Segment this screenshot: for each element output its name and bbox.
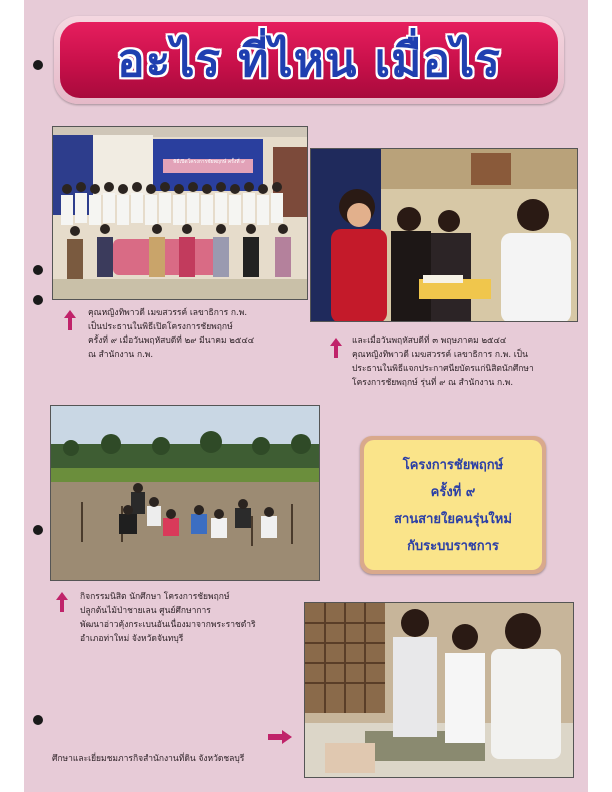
binder-hole — [33, 265, 43, 275]
project-callout — [360, 436, 546, 574]
caption-line: ประธานในพิธีแจกประกาศนียบัตรแก่นิสิตนักศึกษา — [352, 364, 534, 374]
title-banner — [54, 16, 564, 104]
photo-certificate-ceremony — [310, 148, 578, 322]
arrow-up-icon — [56, 592, 68, 612]
arrow-up-icon — [64, 310, 76, 330]
caption-line: ปลูกต้นไม้ป่าชายเลน ศูนย์ศึกษาการ — [80, 606, 211, 616]
callout-line: สานสายใยคนรุ่นใหม่ — [394, 512, 512, 527]
callout-line: โครงการชัยพฤกษ์ — [402, 458, 504, 473]
binder-hole — [33, 525, 43, 535]
binder-hole — [33, 295, 43, 305]
caption-line: พัฒนาอ่าวคุ้งกระเบนอันเนื่องมาจากพระราชดำริ — [80, 620, 256, 630]
photo-land-office-visit — [304, 602, 574, 778]
caption-line: คุณหญิงทิพาวดี เมฆสวรรค์ เลขาธิการ ก.พ. — [88, 308, 248, 318]
binder-hole — [33, 715, 43, 725]
callout-line: กับระบบราชการ — [407, 539, 499, 554]
photo-banner-text: พิธีเปิดโครงการชัยพฤกษ์ ครั้งที่ ๙ — [173, 159, 245, 165]
caption-line: และเมื่อวันพฤหัสบดีที่ ๓ พฤษภาคม ๒๕๔๔ — [352, 336, 507, 346]
photo-mangrove-planting — [50, 405, 320, 581]
caption-opening — [88, 306, 312, 362]
photo-opening-ceremony — [52, 126, 308, 300]
caption-certificate — [352, 334, 584, 390]
binder-hole — [33, 60, 43, 70]
mangrove-photo-illustration — [51, 406, 320, 581]
caption-mangrove — [80, 590, 306, 646]
caption-line: อำเภอท่าใหม่ จังหวัดจันทบุรี — [80, 634, 184, 644]
project-callout-inner — [364, 440, 542, 570]
arrow-up-icon — [330, 338, 342, 358]
callout-line: ครั้งที่ ๙ — [430, 485, 476, 500]
group-photo-illustration — [53, 127, 308, 300]
arrow-right-icon — [268, 730, 292, 744]
page-title: อะไร ที่ไหน เมื่อไร — [117, 32, 501, 87]
caption-line: กิจกรรมนิสิต นักศึกษา โครงการชัยพฤกษ์ — [80, 592, 230, 602]
caption-line: ครั้งที่ ๙ เมื่อวันพฤหัสบดีที่ ๒๙ มีนาคม ๒๕๔๔ — [88, 336, 255, 346]
caption-line: เป็นประธานในพิธีเปิดโครงการชัยพฤกษ์ — [88, 322, 233, 332]
caption-visit: ศึกษาและเยี่ยมชมภารกิจสำนักงานที่ดิน จังหวัดชลบุรี — [52, 754, 245, 764]
caption-line: คุณหญิงทิพาวดี เมฆสวรรค์ เลขาธิการ ก.พ. เป็น — [352, 350, 528, 360]
caption-line: โครงการชัยพฤกษ์ รุ่นที่ ๙ ณ สำนักงาน ก.พ. — [352, 378, 514, 388]
visit-photo-illustration — [305, 603, 574, 778]
certificate-photo-illustration — [311, 149, 578, 322]
title-banner-inner — [60, 22, 558, 98]
caption-line: ณ สำนักงาน ก.พ. — [88, 350, 154, 360]
